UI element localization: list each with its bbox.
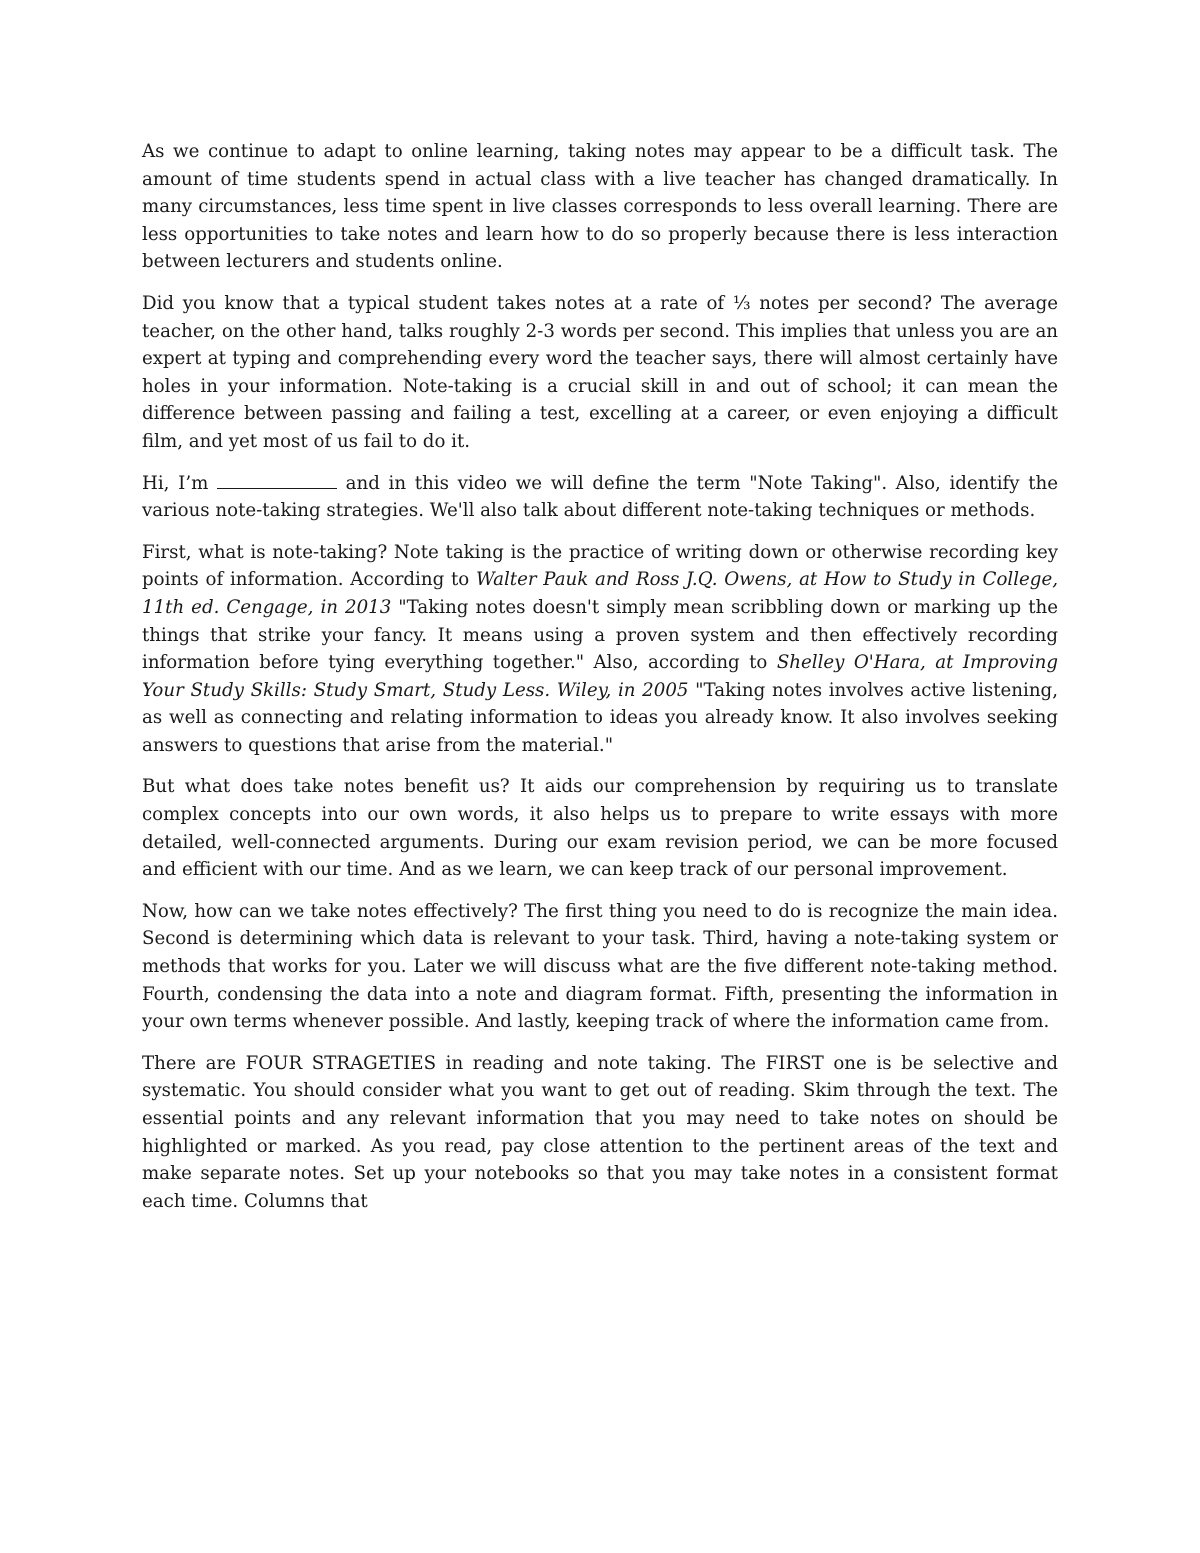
citation-pauk-owens: Walter Pauk and Ross J.Q. Owens, at How to Study in College, 11th ed. Cengage, in 2013 <box>142 569 1058 618</box>
name-blank <box>217 470 337 489</box>
paragraph-intro: As we continue to adapt to online learning, taking notes may appear to be a difficult task. The amount of time students spend in actual class with a live teacher has changed dramatically. In many circumstances, less time spent in live classes corresponds to less overall learning. There are less opportunities to take notes and learn how to do so properly because there is less interaction between lecturers and students online. <box>142 141 1058 273</box>
document-page <box>142 138 1058 1229</box>
definition-text-1: First, what is note-taking? Note taking is the practice of writing down or otherwise recording key points of information. According to <box>142 541 1058 591</box>
definition-text-2: "Taking notes doesn't simply mean scribbling down or marking up the things that strike your fancy. It means using a proven system and then effectively recording information before tying everything together." Also, according to <box>142 596 1058 674</box>
paragraph-greeting <box>142 470 1058 525</box>
citation-ohara: Shelley O'Hara, at Improving Your Study Skills: Study Smart, Study Less. Wiley, in 2005 <box>142 652 1059 701</box>
paragraph-strategies: There are FOUR STRAGETIES in reading and note taking. The FIRST one is be selective and systematic. You should consider what you want to get out of reading. Skim through the text. The essential points and any relevant information that you may need to take notes on should be highlighted or marked. As you read, pay close attention to the pertinent areas of the text and make separate notes. Set up your notebooks so that you may take notes in a consistent format each time. Columns that <box>142 1052 1058 1212</box>
paragraph-note-rate: Did you know that a typical student takes notes at a rate of ⅓ notes per second? The average teacher, on the other hand, talks roughly 2-3 words per second. This implies that unless you are an expert at typing and comprehending every word the teacher says, there will almost certainly have holes in your information. Note-taking is a crucial skill in and out of school; it can mean the difference between passing and failing a test, excelling at a career, or even enjoying a difficult film, and yet most of us fail to do it. <box>142 292 1058 452</box>
definition-text-3: "Taking notes involves active listening, as well as connecting and relating information to ideas you already know. It also involves seeking answers to questions that arise from the material." <box>142 679 1058 756</box>
paragraph-definition <box>142 539 1058 760</box>
paragraph-effective-notes: Now, how can we take notes effectively? The first thing you need to do is recognize the main idea. Second is determining which data is relevant to your task. Third, having a note-taking system or methods that works for you. Later we will discuss what are the five different note-taking method. Fourth, condensing the data into a note and diagram format. Fifth, presenting the information in your own terms whenever possible. And lastly, keeping track of where the information came from. <box>142 900 1058 1033</box>
paragraph-benefits: But what does take notes benefit us? It aids our comprehension by requiring us to translate complex concepts into our own words, it also helps us to prepare to write essays with more detailed, well-connected arguments. During our exam revision period, we can be more focused and efficient with our time. And as we learn, we can keep track of our personal improvement. <box>142 776 1058 881</box>
greeting-text: Hi, I’m <box>142 472 218 494</box>
greeting-continuation: and in this video we will define the term "Note Taking". Also, identify the various note-taking strategies. We'll also talk about different note-taking techniques or methods. <box>142 472 1058 522</box>
